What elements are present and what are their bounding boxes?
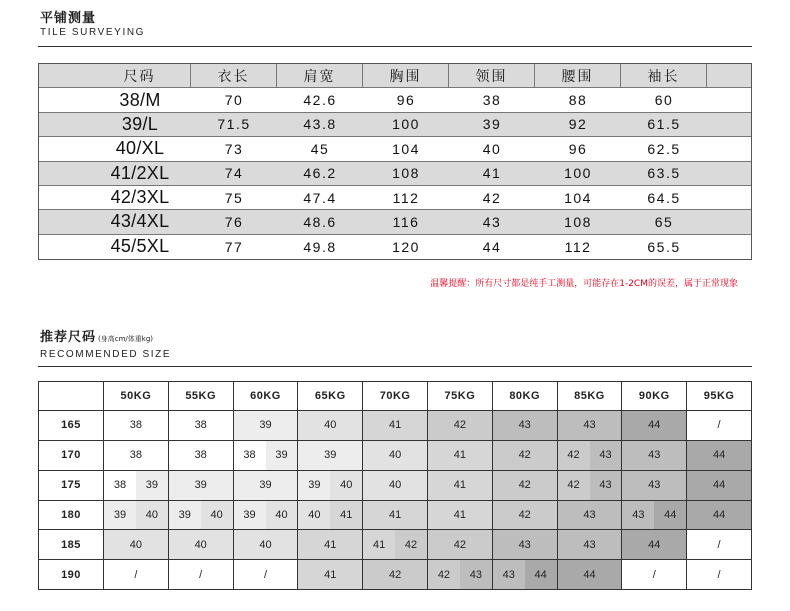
size-cell: [363, 471, 427, 500]
corner-cell: [39, 382, 103, 410]
header-measure: 领围: [449, 64, 535, 88]
size-value: /: [687, 530, 751, 559]
header-measure: 肩宽: [277, 64, 363, 88]
weight-header: 50KG: [104, 382, 168, 410]
size-value: 40: [234, 530, 298, 559]
size-cell: [622, 530, 686, 559]
size-value: 43: [590, 441, 622, 470]
size-cell: [234, 530, 298, 559]
size-cell-split: [169, 501, 233, 530]
size-cell: [169, 560, 233, 589]
measure-value: 112: [363, 186, 449, 210]
height-label: 190: [39, 560, 103, 589]
size-cell: [428, 441, 492, 470]
height-label: 170: [39, 441, 103, 470]
measure-value: 96: [535, 137, 621, 161]
size-value: 44: [558, 560, 622, 589]
size-cell: [622, 441, 686, 470]
size-cell: [298, 411, 362, 440]
size-cell: [558, 411, 622, 440]
size-value: 38: [169, 411, 233, 440]
size-cell: [104, 560, 168, 589]
size-cell: [687, 501, 751, 530]
weight-header: 75KG: [428, 382, 492, 410]
size-value: 40: [104, 530, 168, 559]
size-value: 44: [654, 501, 686, 530]
size-cell: [169, 411, 233, 440]
height-label: 165: [39, 411, 103, 440]
size-value: 42: [493, 441, 557, 470]
size-cell: [622, 560, 686, 589]
size-value: 41: [428, 501, 492, 530]
size-cell: [428, 501, 492, 530]
measure-value: 64.5: [621, 186, 707, 210]
size-value: 43: [493, 411, 557, 440]
size-cell: [558, 560, 622, 589]
size-cell: [234, 411, 298, 440]
weight-header: 55KG: [169, 382, 233, 410]
size-cell-split: [622, 501, 686, 530]
size-cell: [493, 411, 557, 440]
row-filler: [707, 210, 751, 234]
size-value: 44: [622, 411, 686, 440]
size-value: 43: [622, 441, 686, 470]
weight-header: 60KG: [234, 382, 298, 410]
size-cell-split: [298, 501, 362, 530]
size-cell: [493, 471, 557, 500]
size-cell-split: [558, 441, 622, 470]
size-value: 39: [104, 501, 136, 530]
size-value: /: [687, 560, 751, 589]
size-value: 42: [363, 560, 427, 589]
size-value: 38: [104, 471, 136, 500]
size-cell: [363, 411, 427, 440]
measure-value: 70: [191, 88, 277, 112]
size-cell: [169, 471, 233, 500]
size-value: 44: [687, 441, 751, 470]
size-value: 43: [493, 530, 557, 559]
size-value: 39: [298, 471, 330, 500]
measure-value: 65.5: [621, 235, 707, 259]
size-value: 39: [298, 441, 362, 470]
size-cell-split: [558, 471, 622, 500]
size-cell-split: [104, 471, 168, 500]
size-value: 43: [460, 560, 492, 589]
measure-value: 73: [191, 137, 277, 161]
weight-header: 80KG: [493, 382, 557, 410]
size-label: 41/2XL: [39, 162, 191, 186]
size-value: 39: [136, 471, 168, 500]
row-filler: [707, 137, 751, 161]
size-cell: [622, 411, 686, 440]
size-value: 42: [493, 501, 557, 530]
size-value: 41: [363, 501, 427, 530]
measure-value: 104: [535, 186, 621, 210]
size-value: /: [104, 560, 168, 589]
header-measure: 胸围: [363, 64, 449, 88]
measure-value: 104: [363, 137, 449, 161]
size-value: 43: [622, 471, 686, 500]
measure-value: 96: [363, 88, 449, 112]
size-value: 41: [298, 530, 362, 559]
size-cell: [493, 501, 557, 530]
measure-value: 45: [277, 137, 363, 161]
height-label: 185: [39, 530, 103, 559]
size-cell: [558, 501, 622, 530]
measure-value: 41: [449, 162, 535, 186]
measure-value: 40: [449, 137, 535, 161]
measure-value: 43.8: [277, 113, 363, 137]
recommended-divider: [38, 366, 752, 367]
measure-value: 42: [449, 186, 535, 210]
size-label: 40/XL: [39, 137, 191, 161]
size-value: 42: [428, 560, 460, 589]
row-filler: [707, 64, 751, 88]
size-cell: [622, 471, 686, 500]
size-value: 40: [298, 411, 362, 440]
size-value: 38: [234, 441, 266, 470]
recommended-subtitle: RECOMMENDED SIZE: [40, 349, 172, 360]
measure-value: 100: [363, 113, 449, 137]
size-value: 40: [136, 501, 168, 530]
measure-value: 108: [535, 210, 621, 234]
size-value: 44: [687, 501, 751, 530]
size-cell: [687, 471, 751, 500]
size-cell-split: [234, 441, 298, 470]
size-cell: [428, 411, 492, 440]
row-filler: [707, 162, 751, 186]
size-cell-split: [234, 501, 298, 530]
recommended-title: [40, 326, 153, 345]
measure-value: 75: [191, 186, 277, 210]
measure-value: 100: [535, 162, 621, 186]
size-cell: [298, 560, 362, 589]
measure-value: 63.5: [621, 162, 707, 186]
size-value: 43: [558, 530, 622, 559]
measure-value: 108: [363, 162, 449, 186]
size-value: /: [169, 560, 233, 589]
measure-value: 39: [449, 113, 535, 137]
size-value: /: [687, 411, 751, 440]
size-value: 41: [363, 411, 427, 440]
size-value: 42: [395, 530, 427, 559]
size-cell: [234, 471, 298, 500]
size-value: 40: [363, 441, 427, 470]
size-value: 41: [428, 441, 492, 470]
size-value: 42: [558, 471, 590, 500]
measure-value: 74: [191, 162, 277, 186]
size-value: 41: [298, 560, 362, 589]
size-cell: [363, 441, 427, 470]
height-label: 180: [39, 501, 103, 530]
size-label: 43/4XL: [39, 210, 191, 234]
size-cell-split: [363, 530, 427, 559]
size-value: 43: [558, 501, 622, 530]
size-cell: [493, 441, 557, 470]
recommended-title-hint: (身高cm/体重kg): [98, 335, 154, 343]
weight-header: 85KG: [558, 382, 622, 410]
measure-value: 38: [449, 88, 535, 112]
size-label: 38/M: [39, 88, 191, 112]
size-cell-split: [493, 560, 557, 589]
size-cell-split: [298, 471, 362, 500]
measure-value: 77: [191, 235, 277, 259]
size-label: 42/3XL: [39, 186, 191, 210]
recommended-table: [38, 381, 752, 590]
size-value: 43: [493, 560, 525, 589]
measure-value: 60: [621, 88, 707, 112]
size-cell: [298, 441, 362, 470]
size-cell: [363, 501, 427, 530]
size-cell: [687, 441, 751, 470]
size-value: 39: [234, 471, 298, 500]
size-cell: [493, 530, 557, 559]
measure-value: 76: [191, 210, 277, 234]
size-value: 42: [428, 530, 492, 559]
size-value: 43: [622, 501, 654, 530]
measure-value: 65: [621, 210, 707, 234]
size-cell: [298, 530, 362, 559]
size-value: 40: [298, 501, 330, 530]
size-value: 42: [428, 411, 492, 440]
size-value: 41: [363, 530, 395, 559]
size-cell-split: [104, 501, 168, 530]
measure-value: 42.6: [277, 88, 363, 112]
size-value: 43: [590, 471, 622, 500]
height-label: 175: [39, 471, 103, 500]
weight-header: 70KG: [363, 382, 427, 410]
header-measure: 衣长: [191, 64, 277, 88]
measurement-note: 温馨提醒：所有尺寸都是纯手工测量，可能存在1-2CM的误差，属于正常现象: [430, 279, 738, 289]
size-cell: [104, 530, 168, 559]
size-value: 38: [104, 411, 168, 440]
size-cell: [428, 530, 492, 559]
measure-value: 43: [449, 210, 535, 234]
measure-value: 62.5: [621, 137, 707, 161]
size-value: 39: [169, 471, 233, 500]
size-value: 41: [428, 471, 492, 500]
size-value: 40: [169, 530, 233, 559]
size-cell: [687, 530, 751, 559]
size-value: 38: [104, 441, 168, 470]
size-value: 40: [363, 471, 427, 500]
measurement-subtitle: TILE SURVEYING: [40, 27, 146, 38]
size-value: 38: [169, 441, 233, 470]
size-value: 39: [234, 411, 298, 440]
size-cell: [558, 530, 622, 559]
measure-value: 47.4: [277, 186, 363, 210]
measure-value: 44: [449, 235, 535, 259]
size-cell: [104, 441, 168, 470]
header-measure: 腰围: [535, 64, 621, 88]
measure-value: 112: [535, 235, 621, 259]
size-value: /: [622, 560, 686, 589]
size-cell: [687, 411, 751, 440]
measure-value: 120: [363, 235, 449, 259]
size-cell-split: [428, 560, 492, 589]
size-value: 40: [266, 501, 298, 530]
header-size: 尺码: [39, 64, 191, 88]
size-cell: [104, 411, 168, 440]
size-value: 43: [558, 411, 622, 440]
measure-value: 116: [363, 210, 449, 234]
size-cell: [169, 441, 233, 470]
measure-value: 88: [535, 88, 621, 112]
row-filler: [707, 186, 751, 210]
measure-value: 49.8: [277, 235, 363, 259]
row-filler: [707, 88, 751, 112]
row-filler: [707, 235, 751, 259]
measure-value: 61.5: [621, 113, 707, 137]
size-value: 41: [330, 501, 362, 530]
size-cell: [234, 560, 298, 589]
weight-header: 65KG: [298, 382, 362, 410]
size-value: 39: [234, 501, 266, 530]
size-label: 39/L: [39, 113, 191, 137]
size-value: 42: [558, 441, 590, 470]
size-value: 44: [687, 471, 751, 500]
measurement-table: [38, 63, 752, 260]
size-value: 39: [266, 441, 298, 470]
size-cell: [363, 560, 427, 589]
measurement-title: 平铺测量: [40, 11, 97, 26]
measure-value: 46.2: [277, 162, 363, 186]
size-value: /: [234, 560, 298, 589]
size-value: 44: [525, 560, 557, 589]
measure-value: 48.6: [277, 210, 363, 234]
row-filler: [707, 113, 751, 137]
size-value: 39: [169, 501, 201, 530]
size-cell: [428, 471, 492, 500]
measurement-divider: [38, 46, 752, 47]
weight-header: 90KG: [622, 382, 686, 410]
size-value: 42: [493, 471, 557, 500]
size-value: 44: [622, 530, 686, 559]
measure-value: 92: [535, 113, 621, 137]
size-label: 45/5XL: [39, 235, 191, 259]
measure-value: 71.5: [191, 113, 277, 137]
size-value: 40: [201, 501, 233, 530]
size-cell: [687, 560, 751, 589]
weight-header: 95KG: [687, 382, 751, 410]
size-value: 40: [330, 471, 362, 500]
header-measure: 袖长: [621, 64, 707, 88]
recommended-title-text: 推荐尺码: [40, 330, 97, 345]
size-cell: [169, 530, 233, 559]
